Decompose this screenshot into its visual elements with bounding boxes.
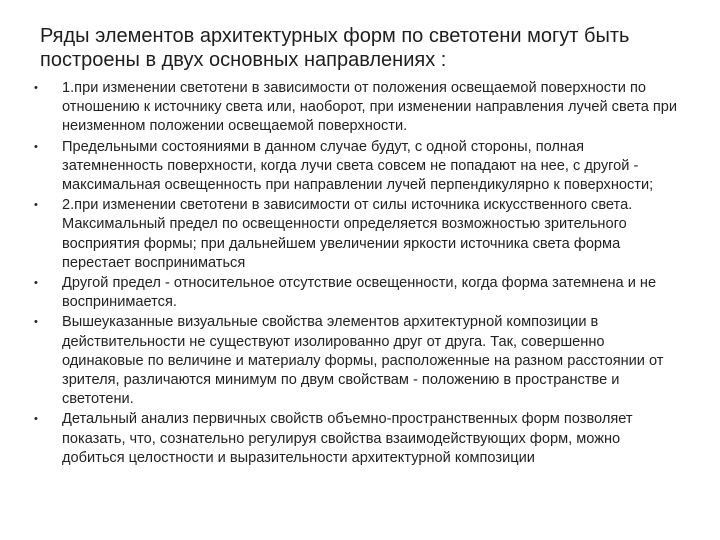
- bullet-text: Детальный анализ первичных свойств объемно-пространственных форм позволяет показать, что, сознательно регулируя свойства взаимодействующих форм, можно добиться целостности и выразительности архитектурной композиции: [62, 411, 633, 466]
- bullet-text: 2.при изменении светотени в зависимости от силы источника искусственного света. Максимальный предел по освещенности определяется возможностью зрительного восприятия формы; при дальнейшем увеличении яркости источника света форма перестает восприниматься: [62, 197, 633, 271]
- bullet-list: [30, 79, 680, 469]
- bullet-item: [30, 313, 680, 409]
- bullet-item: [30, 196, 680, 273]
- slide-title: Ряды элементов архитектурных форм по светотени могут быть построены в двух основных направлениях :: [40, 25, 630, 71]
- bullet-dot: •: [34, 277, 38, 290]
- bullet-dot: •: [34, 82, 38, 94]
- bullet-item: [30, 79, 680, 137]
- bullet-item: [30, 138, 680, 196]
- bullet-item: [30, 410, 680, 468]
- bullet-dot: •: [34, 140, 38, 153]
- bullet-item: [30, 274, 680, 312]
- bullet-dot: •: [34, 316, 38, 329]
- bullet-text: Другой предел - относительное отсутствие освещенности, когда форма затемнена и не воспринимается.: [62, 275, 657, 311]
- bullet-text: Предельными состояниями в данном случае будут, с одной стороны, полная затемненность поверхности, когда лучи света совсем не попадают на нее, с другой - максимальная освещенность при направлении лучей перпендикулярно к поверхности;: [62, 138, 654, 194]
- bullet-text: 1.при изменении светотени в зависимости от положения освещаемой поверхности по отношению к источнику света или, наоборот, при изменении направления лучей света при неизменном положении освещаемой поверхности.: [62, 80, 678, 135]
- bullet-dot: •: [34, 413, 38, 426]
- bullet-text: Вышеуказанные визуальные свойства элементов архитектурной композиции в действительности не существуют изолированно друг от друга. Так, совершенно одинаковые по величине и материалу формы, расположенные на разном расстоянии от зрителя, различаются минимум по двум свойствам - положению в пространстве и светотени.: [62, 314, 664, 408]
- bullet-dot: •: [34, 199, 38, 212]
